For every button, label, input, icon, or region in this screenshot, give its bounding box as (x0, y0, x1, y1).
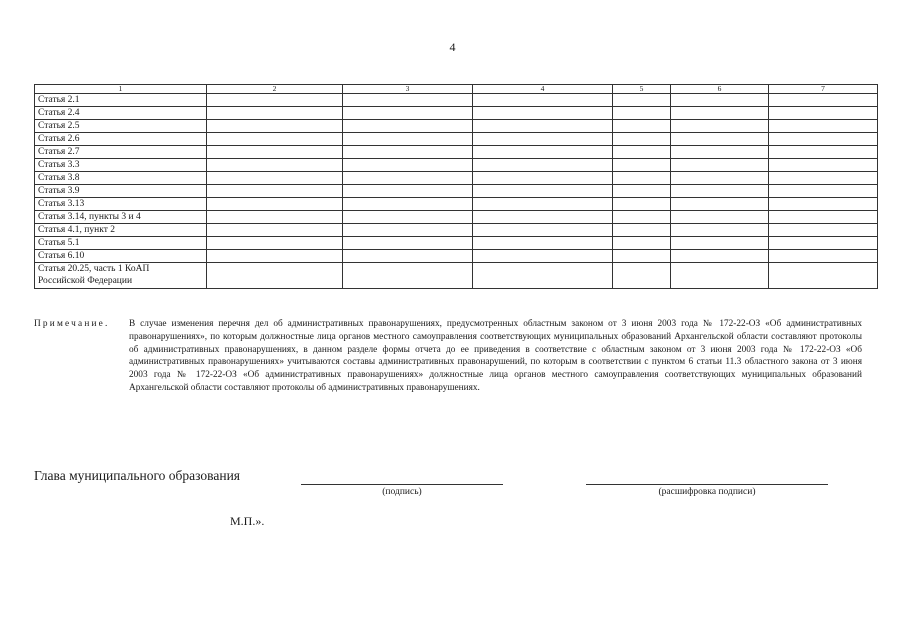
table-cell (343, 211, 473, 224)
table-cell (613, 224, 671, 237)
table-cell (473, 94, 613, 107)
table-cell (473, 263, 613, 289)
table-cell (473, 211, 613, 224)
table-cell (769, 250, 878, 263)
table-cell (613, 146, 671, 159)
table-cell (343, 159, 473, 172)
table-cell (769, 198, 878, 211)
table-cell (671, 237, 769, 250)
table-cell (671, 172, 769, 185)
column-number: 5 (613, 85, 671, 94)
table-cell (613, 159, 671, 172)
row-label: Статья 2.7 (35, 146, 207, 159)
table-cell (473, 159, 613, 172)
table-cell (343, 133, 473, 146)
table-cell (473, 172, 613, 185)
table-cell (343, 237, 473, 250)
signature-caption: (подпись) (382, 487, 422, 497)
table-cell (613, 172, 671, 185)
table-cell (207, 172, 343, 185)
table-row (35, 211, 878, 224)
table-row (35, 146, 878, 159)
table-cell (343, 146, 473, 159)
table-cell (671, 263, 769, 289)
signatory-title: Глава муниципального образования (34, 468, 241, 483)
table-cell (613, 250, 671, 263)
table-cell (207, 94, 343, 107)
stamp-place: М.П.». (230, 514, 265, 528)
table-row (35, 263, 878, 289)
table-cell (207, 250, 343, 263)
table-cell (207, 224, 343, 237)
table-cell (671, 185, 769, 198)
table-cell (207, 146, 343, 159)
table-cell (769, 172, 878, 185)
table-cell (671, 159, 769, 172)
table-cell (769, 263, 878, 289)
table-cell (671, 224, 769, 237)
table-cell (671, 211, 769, 224)
table-cell (207, 185, 343, 198)
table-cell (613, 211, 671, 224)
table-cell (207, 133, 343, 146)
column-number: 4 (473, 85, 613, 94)
table-cell (473, 237, 613, 250)
table-cell (207, 120, 343, 133)
table-cell (343, 172, 473, 185)
column-number: 3 (343, 85, 473, 94)
table-cell (343, 198, 473, 211)
table-cell (769, 107, 878, 120)
table-cell (473, 224, 613, 237)
table-cell (343, 94, 473, 107)
table-cell (613, 94, 671, 107)
row-label: Статья 3.9 (35, 185, 207, 198)
table-cell (207, 107, 343, 120)
table-row (35, 107, 878, 120)
row-label: Статья 2.6 (35, 133, 207, 146)
table-cell (473, 146, 613, 159)
table-cell (613, 237, 671, 250)
decoding-line (586, 484, 828, 485)
table-cell (613, 133, 671, 146)
row-label-line: Российской Федерации (38, 276, 133, 286)
table-cell (473, 185, 613, 198)
row-label: Статья 2.4 (35, 107, 207, 120)
table-row (35, 94, 878, 107)
column-number: 1 (35, 85, 207, 94)
table-cell (769, 185, 878, 198)
table-cell (343, 263, 473, 289)
table-cell (671, 120, 769, 133)
table-cell (473, 120, 613, 133)
table-row (35, 185, 878, 198)
table-row (35, 237, 878, 250)
table-cell (769, 159, 878, 172)
table-cell (207, 263, 343, 289)
table-cell (671, 146, 769, 159)
column-number: 7 (769, 85, 878, 94)
table-cell (207, 198, 343, 211)
table-cell (769, 237, 878, 250)
table-body (35, 94, 878, 289)
table-cell (343, 224, 473, 237)
table-row (35, 172, 878, 185)
table-cell (473, 133, 613, 146)
table-cell (671, 94, 769, 107)
row-label-line: Статья 20.25, часть 1 КоАП (38, 264, 150, 274)
row-label: Статья 3.13 (35, 198, 207, 211)
row-label: Статья 6.10 (35, 250, 207, 263)
row-label: Статья 3.8 (35, 172, 207, 185)
column-number: 2 (207, 85, 343, 94)
table-cell (769, 146, 878, 159)
table-row (35, 224, 878, 237)
page-number: 4 (449, 40, 456, 54)
table-cell (207, 237, 343, 250)
row-label: Статья 5.1 (35, 237, 207, 250)
note-title: Примечание. (34, 319, 110, 329)
table-row (35, 250, 878, 263)
table-cell (343, 250, 473, 263)
column-number-row (35, 85, 878, 94)
table-cell (769, 211, 878, 224)
table-cell (671, 250, 769, 263)
table-cell (473, 198, 613, 211)
row-label (35, 263, 207, 289)
column-number: 6 (671, 85, 769, 94)
row-label: Статья 3.3 (35, 159, 207, 172)
row-label: Статья 3.14, пункты 3 и 4 (35, 211, 207, 224)
table-cell (473, 250, 613, 263)
note-text: В случае изменения перечня дел об административных правонарушениях, предусмотренных областным законом от 3 июня 2003 года № 172-22-ОЗ «Об административных правонарушениях», по которым должностные лица органов местного самоуправления соответствующих муниципальных образований Архангельской области составляют протоколы об административных правонарушениях, в данном разделе формы отчета до ее приведения в соответствие с областным законом от 3 июня 2003 года № 172-22-ОЗ «Об административных правонарушениях» учитываются составы административных правонарушений, по которым в соответствии с пунктом 6 статьи 11.3 областного закона от 3 июня 2003 года № 172-22-ОЗ «Об административных правонарушениях» должностные лица органов местного самоуправления соответствующих муниципальных образований Архангельской области составляют протоколы об административных правонарушениях. (129, 319, 862, 393)
table-cell (343, 107, 473, 120)
table-cell (207, 211, 343, 224)
table-row (35, 198, 878, 211)
table-cell (769, 94, 878, 107)
row-label: Статья 2.1 (35, 94, 207, 107)
table-cell (671, 133, 769, 146)
table-cell (613, 263, 671, 289)
table-row (35, 120, 878, 133)
table-cell (671, 198, 769, 211)
table-cell (769, 133, 878, 146)
signature-line (301, 484, 503, 485)
table-cell (613, 107, 671, 120)
table-cell (343, 120, 473, 133)
row-label: Статья 4.1, пункт 2 (35, 224, 207, 237)
table-row (35, 133, 878, 146)
table-cell (473, 107, 613, 120)
table-cell (613, 198, 671, 211)
table-cell (613, 120, 671, 133)
table-cell (207, 159, 343, 172)
table-cell (671, 107, 769, 120)
table-row (35, 159, 878, 172)
table-cell (769, 120, 878, 133)
decoding-caption: (расшифровка подписи) (658, 487, 756, 497)
table-cell (613, 185, 671, 198)
row-label: Статья 2.5 (35, 120, 207, 133)
table-cell (769, 224, 878, 237)
table-cell (343, 185, 473, 198)
report-table (34, 84, 878, 289)
